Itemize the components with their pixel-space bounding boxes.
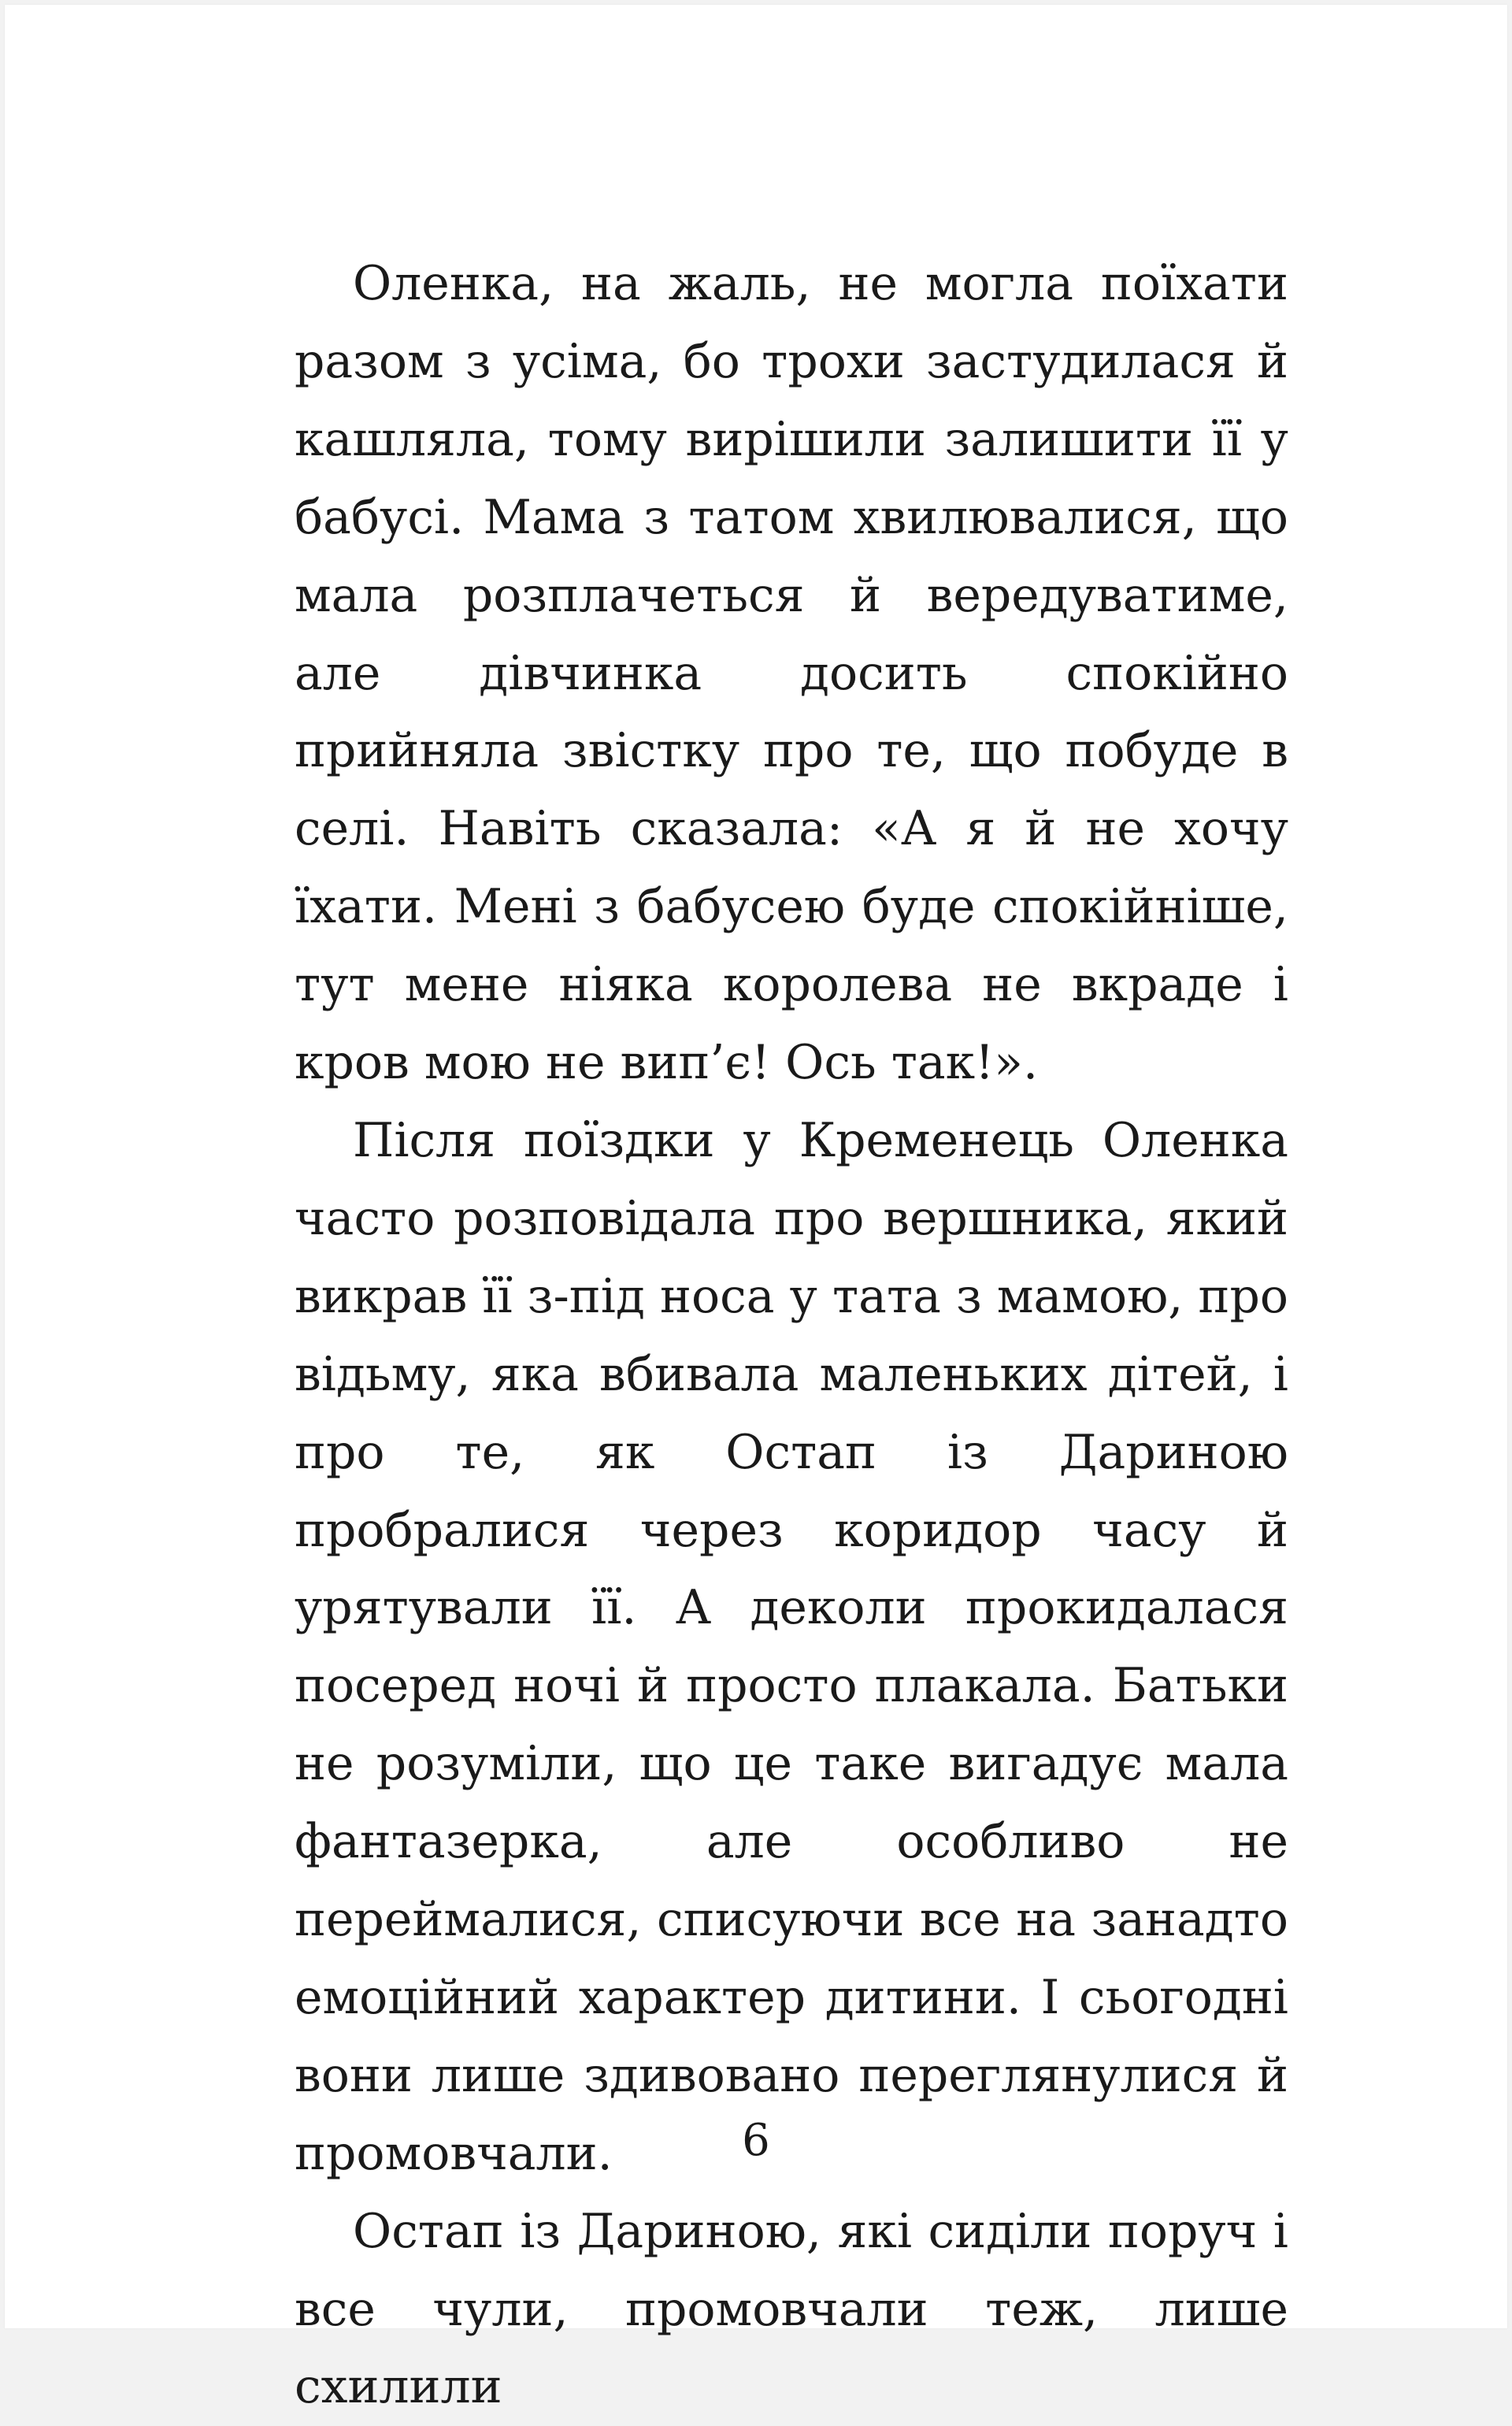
body-text	[295, 245, 1288, 2426]
paragraph-2: Після поїздки у Кременець Оленка часто розповідала про вершника, який викрав її з-під носа у тата з мамою, про відьму, яка вбивала маленьких дітей, і про те, як Остап із Дариною пробралися через коридор часу й урятували її. А деколи прокидалася посеред ночі й просто плакала. Батьки не розуміли, що це таке вигадує мала фантазерка, але особливо не переймалися, списуючи все на занадто емоційний характер дитини. І сьогодні вони лише здивовано переглянулися й промовчали.	[295, 1112, 1288, 2181]
page-number: 6	[742, 2115, 770, 2166]
book-page	[5, 5, 1507, 2415]
paragraph-3: Остап із Дариною, які сиділи поруч і все чули, промовчали теж, лише схилили	[295, 2203, 1288, 2415]
paragraph-1: Оленка, на жаль, не могла поїхати разом з усіма, бо трохи застудилася й кашляла, тому вирішили залишити її у бабусі. Мама з татом хвилювалися, що мала розплачеться й вередуватиме, але дівчинка досить спокійно прийняла звістку про те, що побуде в селі. Навіть сказала: «А я й не хочу їхати. Мені з бабусею буде спокійніше, тут мене ніяка королева не вкраде і кров мою не вип’є! Ось так!».	[295, 256, 1288, 1091]
